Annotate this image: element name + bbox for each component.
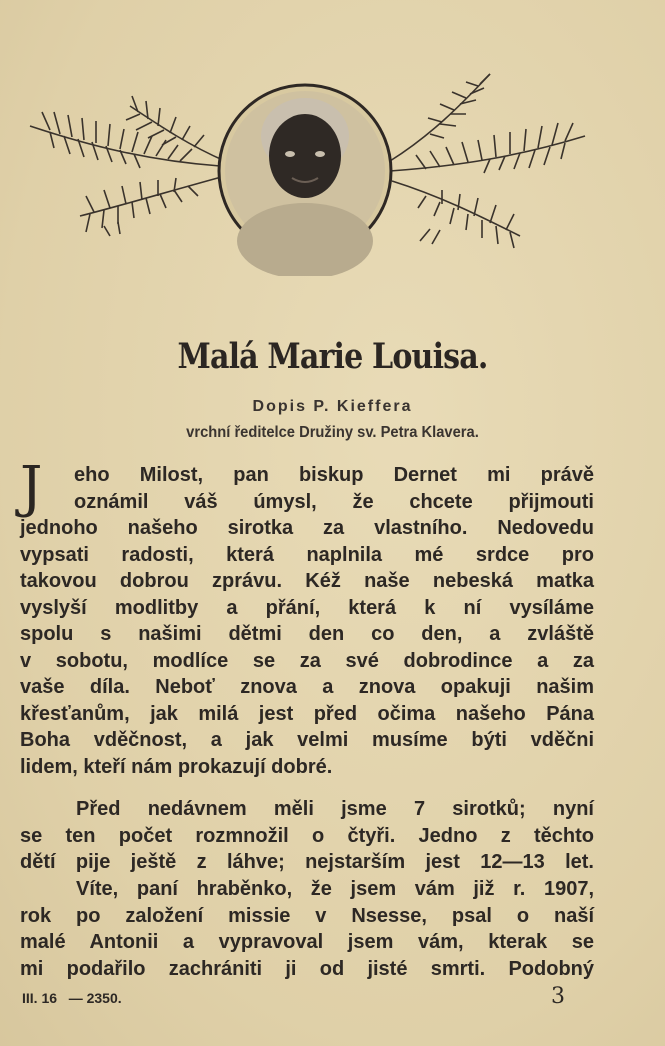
text-line: dětí pije ještě z láhve; nejstarším jest 12—13 let.: [20, 851, 594, 873]
article-byline-recipient: vrchní ředitelce Družiny sv. Petra Klavera.: [186, 424, 479, 441]
text-line: malé Antonii a vypravoval jsem vám, kterak se: [20, 931, 594, 953]
text-line: Před nedávnem měli jsme 7 sirotků; nyní: [76, 798, 594, 820]
child-portrait-image: [219, 85, 391, 276]
drop-cap: J: [20, 455, 43, 520]
text-line: lidem, kteří nám prokazují dobré.: [20, 755, 333, 778]
text-line: Boha vděčnost, a jak velmi musíme býti vděčni: [20, 729, 594, 751]
text-line: vyslyší modlitby a přání, která k ní vysíláme: [20, 596, 594, 619]
text-line: vypsati radosti, která naplnila mé srdce pro: [20, 543, 594, 566]
text-line: rok po založení missie v Nsesse, psal o naší: [20, 904, 594, 927]
text-line: eho Milost, pan biskup Dernet mi právě: [74, 464, 594, 486]
text-line: mi podařilo zachrániti ji od jisté smrti. Podobný: [20, 957, 594, 980]
article-byline: Dopis P. Kieffera: [252, 398, 413, 415]
paragraph-1: [20, 455, 594, 780]
right-palm-branch-icon: [390, 74, 585, 248]
article-title: Malá Marie Louisa.: [177, 336, 488, 377]
paragraph-2: [20, 796, 594, 876]
text-line: oznámil váš úmysl, že chcete přijmouti: [74, 490, 594, 513]
text-line: se ten počet rozmnožil o čtyři. Jedno z těchto: [20, 824, 594, 847]
printer-signature: III. 16 — 2350.: [22, 990, 122, 1006]
portrait-vignette: [20, 66, 590, 276]
text-line: křesťanům, jak milá jest před očima našeho Pána: [20, 702, 594, 725]
text-line: v sobotu, modlíce se za své dobrodince a za: [20, 649, 594, 672]
page-number: 3: [551, 984, 565, 1009]
text-line: takovou dobrou zprávu. Kéž naše nebeská matka: [20, 570, 594, 592]
text-line: jednoho našeho sirotka za vlastního. Nedovedu: [20, 517, 594, 539]
text-line: vaše díla. Neboť znova a znova opakuji našim: [20, 676, 594, 698]
text-line: spolu s našimi dětmi den co den, a zvláště: [20, 623, 594, 645]
text-line: Víte, paní hraběnko, že jsem vám již r. 1907,: [76, 878, 594, 900]
paragraph-3: [20, 876, 594, 982]
